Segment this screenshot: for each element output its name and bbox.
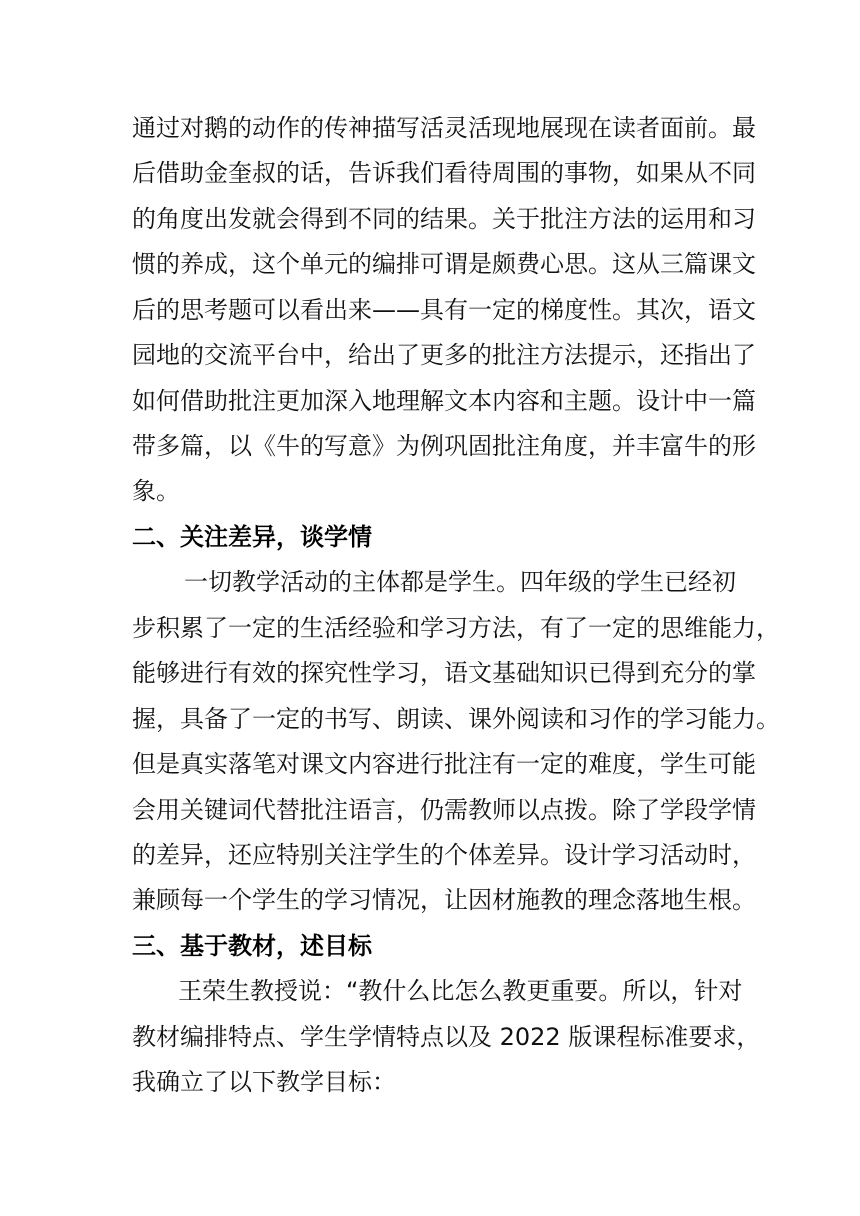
paragraph-line: 后的思考题可以看出来——具有一定的梯度性。其次，语文 bbox=[132, 296, 756, 324]
paragraph-line: 象。 bbox=[132, 477, 180, 505]
paragraph-line: 惯的养成，这个单元的编排可谓是颇费心思。这从三篇课文 bbox=[132, 250, 756, 278]
paragraph-line: 我确立了以下教学目标： bbox=[132, 1068, 396, 1096]
paragraph-line: 带多篇，以《牛的写意》为例巩固批注角度，并丰富牛的形 bbox=[132, 432, 756, 460]
paragraph-line: 通过对鹅的动作的传神描写活灵活现地展现在读者面前。最 bbox=[132, 114, 756, 142]
paragraph-line: 教材编排特点、学生学情特点以及 2022 版课程标准要求， bbox=[132, 1023, 761, 1051]
paragraph-line: 王荣生教授说：“教什么比怎么教更重要。所以，针对 bbox=[178, 977, 743, 1005]
paragraph-line: 的差异，还应特别关注学生的个体差异。设计学习活动时， bbox=[132, 841, 756, 869]
section-heading-learning-situation: 二、关注差异，谈学情 bbox=[132, 523, 372, 551]
paragraph-line: 但是真实落笔对课文内容进行批注有一定的难度，学生可能 bbox=[132, 750, 756, 778]
paragraph-line: 如何借助批注更加深入地理解文本内容和主题。设计中一篇 bbox=[132, 387, 756, 415]
paragraph-line: 的角度出发就会得到不同的结果。关于批注方法的运用和习 bbox=[132, 205, 756, 233]
paragraph-line: 兼顾每一个学生的学习情况，让因材施教的理念落地生根。 bbox=[132, 886, 756, 914]
section-heading-objectives: 三、基于教材，述目标 bbox=[132, 932, 372, 960]
paragraph-line: 园地的交流平台中，给出了更多的批注方法提示，还指出了 bbox=[132, 341, 756, 369]
paragraph-line: 步积累了一定的生活经验和学习方法，有了一定的思维能力， bbox=[132, 614, 780, 642]
paragraph-line: 能够进行有效的探究性学习，语文基础知识已得到充分的掌 bbox=[132, 659, 756, 687]
paragraph-line: 后借助金奎叔的话，告诉我们看待周围的事物，如果从不同 bbox=[132, 159, 756, 187]
paragraph-line: 会用关键词代替批注语言，仍需教师以点拨。除了学段学情 bbox=[132, 796, 756, 824]
paragraph-line: 握，具备了一定的书写、朗读、课外阅读和习作的学习能力。 bbox=[132, 705, 780, 733]
paragraph-line: 一切教学活动的主体都是学生。四年级的学生已经初 bbox=[184, 568, 736, 596]
